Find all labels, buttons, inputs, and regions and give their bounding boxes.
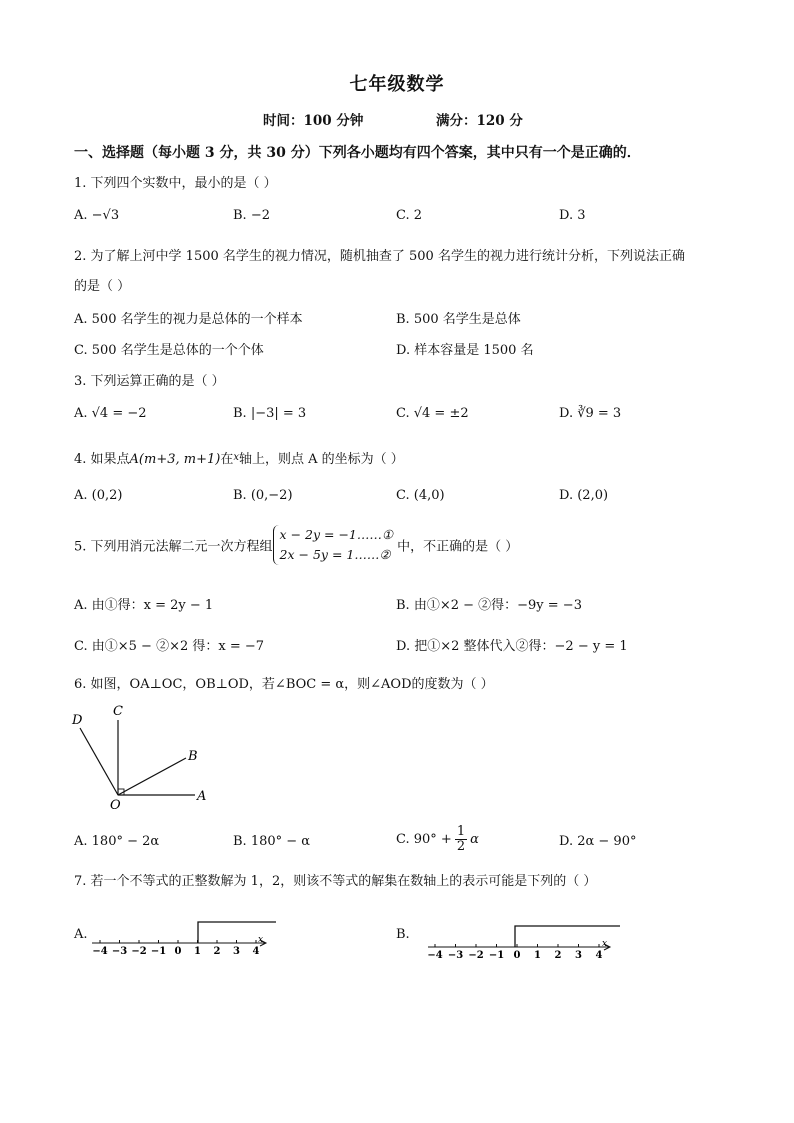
solution-bracket (198, 922, 276, 943)
q4-axis: x (233, 452, 239, 463)
q5-option-c[interactable]: C. 由①×5 − ②×2 得：x = −7 (74, 639, 265, 654)
q5-stem-pre: 5. 下列用消元法解二元一次方程组 (74, 539, 273, 555)
q4-stem (74, 448, 404, 467)
q4-point: A(m+3, m+1) (129, 452, 221, 467)
ray-od (80, 728, 118, 795)
axis-tick-label: −2 (131, 946, 147, 957)
axis-tick-label: 1 (194, 946, 201, 957)
exam-score: 满分：120 分 (436, 113, 523, 129)
axis-tick-label: 0 (174, 946, 182, 957)
fraction-denominator: 2 (456, 839, 466, 854)
q1-option-a[interactable]: A. −√3 (74, 208, 120, 223)
q2-stem-line2: 的是（ ） (74, 279, 131, 294)
axis-tick-label: 4 (252, 946, 260, 957)
number-line-a (84, 915, 284, 965)
q2-option-d[interactable]: D. 样本容量是 1500 名 (396, 343, 534, 358)
number-line-b (420, 915, 630, 965)
axis-tick-label: 1 (534, 950, 541, 961)
q3-option-d[interactable]: D. ∛9 = 3 (559, 406, 622, 421)
q4-option-d[interactable]: D. (2,0) (559, 488, 609, 503)
fraction-numerator: 1 (456, 824, 466, 839)
axis-tick-label: 3 (575, 950, 582, 961)
q2-stem-line1: 2. 为了解上河中学 1500 名学生的视力情况，随机抽查了 500 名学生的视力进行统计分析，下列说法正确 (74, 249, 685, 264)
q3-option-b[interactable]: B. |−3| = 3 (233, 406, 307, 421)
q6-option-c-pre: C. 90° + (396, 832, 452, 847)
q6-option-c-post: α (470, 832, 479, 847)
section-heading: 一、选择题（每小题 3 分，共 30 分）下列各小题均有四个答案，其中只有一个是正确的． (74, 145, 641, 161)
q4-option-b[interactable]: B. (0,−2) (233, 488, 293, 503)
ray-ob (118, 758, 186, 795)
axis-tick-label: −4 (92, 946, 108, 957)
label-d: D (72, 713, 83, 728)
axis-tick-label: 2 (554, 950, 562, 961)
q6-option-c[interactable] (396, 825, 479, 854)
label-o: O (110, 798, 121, 813)
label-b: B (188, 749, 198, 764)
q2-option-c[interactable]: C. 500 名学生是总体的一个个体 (74, 343, 264, 358)
q5-option-d[interactable]: D. 把①×2 整体代入②得：−2 − y = 1 (396, 639, 628, 654)
q3-option-c[interactable]: C. √4 = ±2 (396, 406, 469, 421)
q7-option-a[interactable]: A. (74, 927, 88, 942)
page-title: 七年级数学 (349, 74, 445, 95)
q1-option-c[interactable]: C. 2 (396, 208, 423, 223)
q1-option-d[interactable]: D. 3 (559, 208, 586, 223)
q3-option-a[interactable]: A. √4 = −2 (74, 406, 147, 421)
axis-tick-label: −3 (447, 950, 464, 961)
q4-stem-pre: 4. 如果点 (74, 452, 130, 467)
q1-option-b[interactable]: B. −2 (233, 208, 270, 223)
q1-stem: 1. 下列四个实数中，最小的是（ ） (74, 176, 277, 191)
axis-var-label: x (258, 935, 264, 945)
axis-tick-label: 3 (233, 946, 240, 957)
q4-option-c[interactable]: C. (4,0) (396, 488, 445, 503)
q5-eq1: x − 2y = −1……① (279, 527, 394, 542)
q2-option-b[interactable]: B. 500 名学生是总体 (396, 312, 521, 327)
axis-tick-label: −1 (488, 950, 505, 961)
axis-var-label: x (602, 939, 608, 949)
axis-tick-label: 2 (213, 946, 221, 957)
q5-stem (74, 525, 518, 565)
fraction-one-half (455, 825, 467, 854)
q6-option-b[interactable]: B. 180° − α (233, 834, 311, 849)
q7-option-b[interactable]: B. (396, 927, 410, 942)
q4-stem-mid: 在 (220, 452, 234, 467)
q2-option-a[interactable]: A. 500 名学生的视力是总体的一个样本 (74, 312, 303, 327)
axis-tick-label: −4 (427, 950, 443, 961)
axis-tick-label: −1 (150, 946, 167, 957)
q5-eq2: 2x − 5y = 1……② (279, 547, 391, 562)
q5-stem-post: 中，不正确的是（ ） (397, 539, 519, 555)
angle-figure (60, 700, 220, 815)
axis-tick-label: 4 (595, 950, 603, 961)
q6-option-a[interactable]: A. 180° − 2α (74, 834, 160, 849)
q6-stem: 6. 如图，OA⊥OC，OB⊥OD，若∠BOC = α，则∠AOD的度数为（ ） (74, 677, 494, 692)
axis-tick-label: 0 (513, 950, 521, 961)
exam-time: 时间：100 分钟 (263, 113, 364, 129)
q5-equation-system (273, 525, 398, 565)
q6-option-d[interactable]: D. 2α − 90° (559, 834, 637, 849)
q4-option-a[interactable]: A. (0,2) (74, 488, 123, 503)
label-c: C (113, 704, 123, 719)
q3-stem: 3. 下列运算正确的是（ ） (74, 374, 225, 389)
q5-option-b[interactable]: B. 由①×2 − ②得：−9y = −3 (396, 598, 582, 613)
axis-tick-label: −2 (468, 950, 484, 961)
label-a: A (197, 789, 207, 804)
q4-stem-post: 轴上，则点 A 的坐标为（ ） (238, 452, 404, 467)
q7-stem: 7. 若一个不等式的正整数解为 1，2，则该不等式的解集在数轴上的表示可能是下列的（ ） (74, 874, 597, 889)
q5-option-a[interactable]: A. 由①得：x = 2y − 1 (74, 598, 214, 613)
axis-tick-label: −3 (111, 946, 128, 957)
